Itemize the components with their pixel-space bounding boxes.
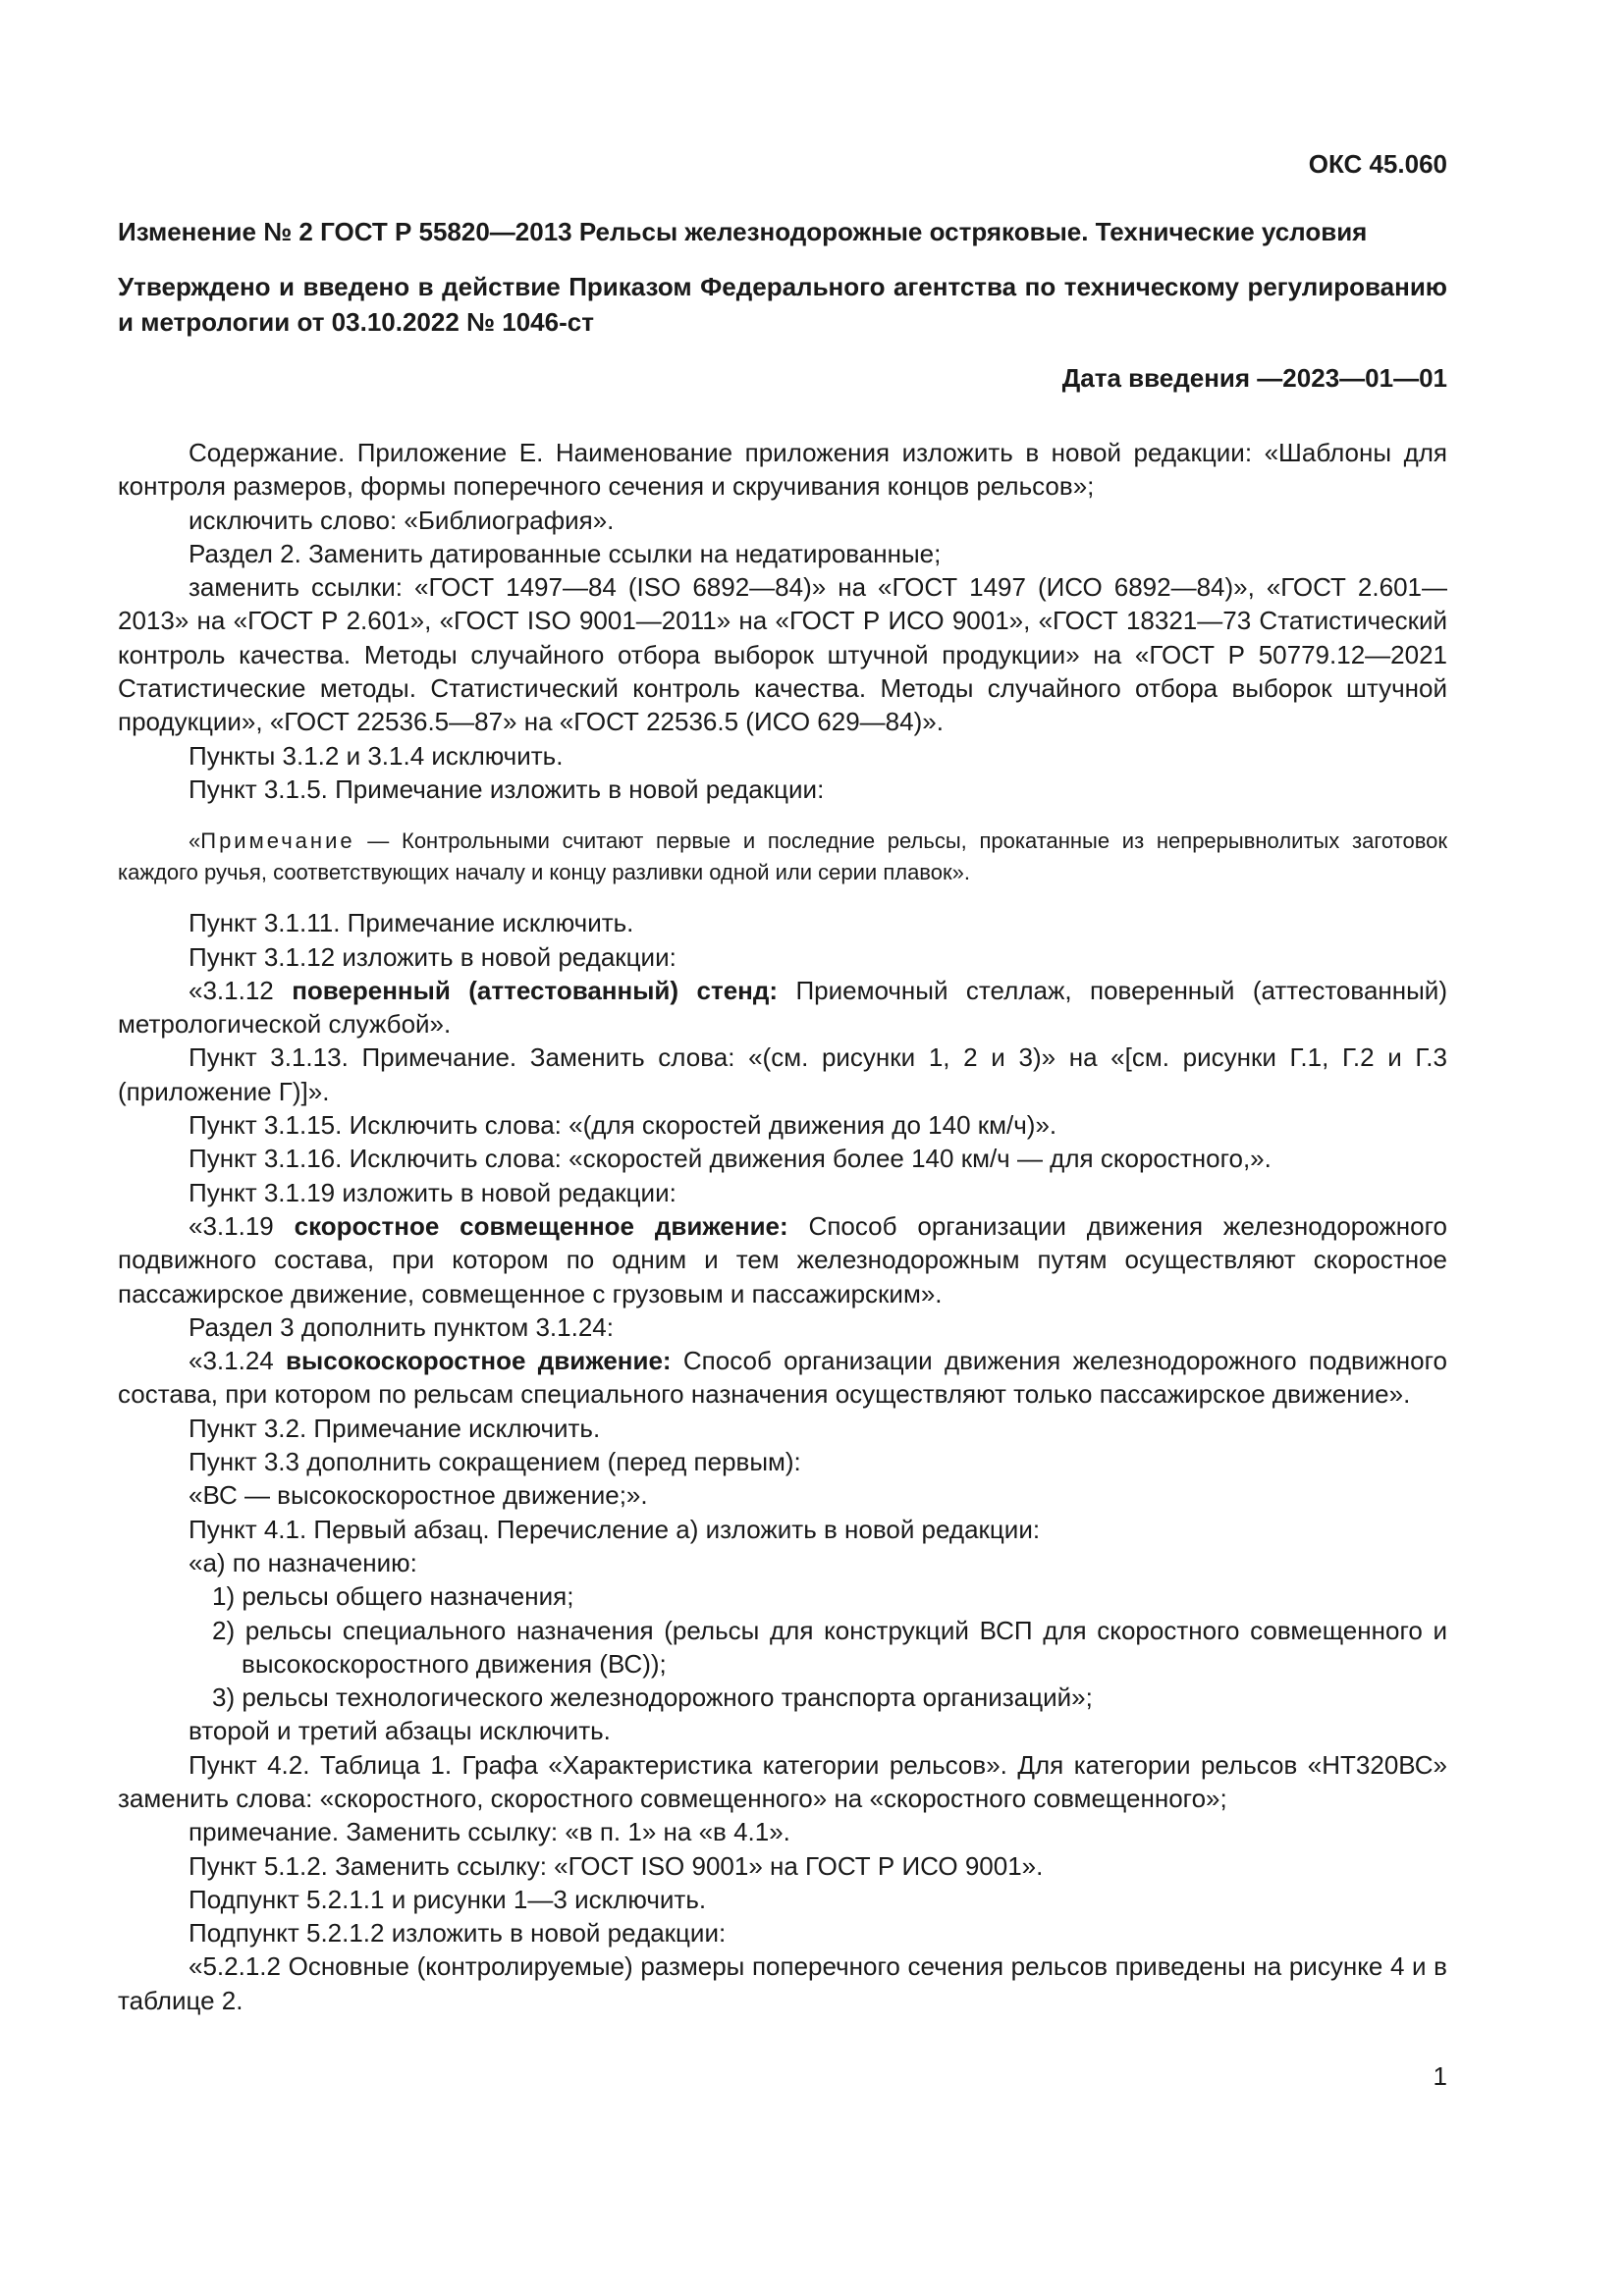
definition-number: «3.1.19 xyxy=(189,1210,295,1241)
definition-paragraph xyxy=(118,974,1447,1041)
definition-paragraph xyxy=(118,1209,1447,1310)
paragraph: «ВС — высокоскоростное движение;». xyxy=(189,1480,648,1511)
paragraph: Пункт 3.1.12 изложить в новой редакции: xyxy=(189,941,677,972)
paragraph: Раздел 3 дополнить пунктом 3.1.24: xyxy=(189,1311,614,1342)
document-body xyxy=(118,436,1447,2017)
paragraph: второй и третий абзацы исключить. xyxy=(189,1716,611,1746)
effective-date: Дата введения —2023—01—01 xyxy=(1061,363,1447,393)
definition-text: Приемочный стеллаж, поверенный (аттестованный) метрологической службой». xyxy=(118,975,1447,1040)
paragraph: Подпункт 5.2.1.2 изложить в новой редакции: xyxy=(189,1918,727,1949)
paragraph: Пункт 4.2. Таблица 1. Графа «Характеристика категории рельсов». Для категории рельсов «НТ320ВС» заменить слова: «скоростного, скоростного совмещенного» на «скоростного совмещенного»; xyxy=(118,1749,1447,1813)
paragraph: Пункты 3.1.2 и 3.1.4 исключить. xyxy=(189,740,564,771)
list-item: 3) рельсы технологического железнодорожного транспорта организаций»; xyxy=(212,1682,1093,1713)
paragraph: Пункт 3.1.16. Исключить слова: «скоростей движения более 140 км/ч — для скоростного,». xyxy=(189,1144,1272,1174)
paragraph: Пункт 3.1.13. Примечание. Заменить слова: «(см. рисунки 1, 2 и 3)» на «[см. рисунки Г.1, Г.2 и Г.3 (приложение Г)]». xyxy=(118,1042,1447,1106)
definition-text: Способ организации движения железнодорожного подвижного состава, при котором по одним и тем железнодорожным путям осуществляют скоростное пассажирское движение, совмещенное с грузовым и пассажирским». xyxy=(118,1210,1447,1308)
paragraph: Подпункт 5.2.1.1 и рисунки 1—3 исключить. xyxy=(189,1884,707,1914)
paragraph: Пункт 3.1.5. Примечание изложить в новой редакции: xyxy=(189,774,825,804)
paragraph: Пункт 5.1.2. Заменить ссылку: «ГОСТ ISO 9001» на ГОСТ Р ИСО 9001». xyxy=(189,1850,1044,1881)
paragraph: Содержание. Приложение Е. Наименование приложения изложить в новой редакции: «Шаблоны для контроля размеров, формы поперечного сечения и скручивания концов рельсов»; xyxy=(118,438,1447,502)
paragraph: Пункт 4.1. Первый абзац. Перечисление а) изложить в новой редакции: xyxy=(189,1514,1041,1544)
paragraph: Пункт 3.3 дополнить сокращением (перед первым): xyxy=(189,1447,801,1477)
list-item: 1) рельсы общего назначения; xyxy=(212,1581,574,1612)
definition-number: «3.1.24 xyxy=(189,1346,287,1376)
paragraph: примечание. Заменить ссылку: «в п. 1» на «в 4.1». xyxy=(189,1817,790,1847)
paragraph: Пункт 3.2. Примечание исключить. xyxy=(189,1413,601,1443)
definition-term: высокоскоростное движение: xyxy=(286,1346,672,1376)
list-item: «а) по назначению: xyxy=(189,1547,417,1577)
paragraph: Пункт 3.1.19 изложить в новой редакции: xyxy=(189,1177,677,1207)
paragraph: исключить слово: «Библиография». xyxy=(189,505,615,535)
oks-code: ОКС 45.060 xyxy=(1308,149,1447,179)
note-open-quote: « xyxy=(189,828,201,854)
note-text: — Контрольными считают первые и последние рельсы, прокатанные из непрерывнолитых заготовок каждого ручья, соответствующих началу и концу разливки одной или серии плавок». xyxy=(118,828,1447,885)
note-block xyxy=(118,826,1447,888)
definition-text: Способ организации движения железнодорожного подвижного состава, при котором по рельсам специального назначения осуществляют только пассажирское движение». xyxy=(118,1346,1447,1410)
paragraph: заменить ссылки: «ГОСТ 1497—84 (ISO 6892—84)» на «ГОСТ 1497 (ИСО 6892—84)», «ГОСТ 2.601—2013» на «ГОСТ Р 2.601», «ГОСТ ISO 9001—2011» на «ГОСТ Р ИСО 9001», «ГОСТ 18321—73 Статистический контроль качества. Методы случайного отбора выборок штучной продукции» на «ГОСТ Р 50779.12—2021 Статистические методы. Статистический контроль качества. Методы случайного отбора выборок штучной продукции», «ГОСТ 22536.5—87» на «ГОСТ 22536.5 (ИСО 629—84)». xyxy=(118,572,1447,737)
definition-number: «3.1.12 xyxy=(189,975,293,1005)
paragraph: Пункт 3.1.15. Исключить слова: «(для скоростей движения до 140 км/ч)». xyxy=(189,1110,1057,1141)
list-item: 2) рельсы специального назначения (рельсы для конструкций ВСП для скоростного совмещенного и высокоскоростного движения (ВС)); xyxy=(212,1615,1447,1679)
paragraph: Раздел 2. Заменить датированные ссылки на недатированные; xyxy=(189,538,942,568)
approval-statement: Утверждено и введено в действие Приказом Федерального агентства по техническому регулированию и метрологии от 03.10.2022 № 1046-ст xyxy=(118,272,1447,337)
document-title: Изменение № 2 ГОСТ Р 55820—2013 Рельсы железнодорожные остряковые. Технические условия xyxy=(118,217,1368,246)
paragraph: «5.2.1.2 Основные (контролируемые) размеры поперечного сечения рельсов приведены на рисунке 4 и в таблице 2. xyxy=(118,1951,1447,2015)
definition-term: поверенный (аттестованный) стенд: xyxy=(292,975,779,1005)
definition-term: скоростное совмещенное движение: xyxy=(294,1210,788,1241)
paragraph: Пункт 3.1.11. Примечание исключить. xyxy=(189,908,634,938)
note-label: Примечание xyxy=(200,828,355,854)
page-number: 1 xyxy=(1433,2061,1447,2091)
definition-paragraph xyxy=(118,1344,1447,1412)
